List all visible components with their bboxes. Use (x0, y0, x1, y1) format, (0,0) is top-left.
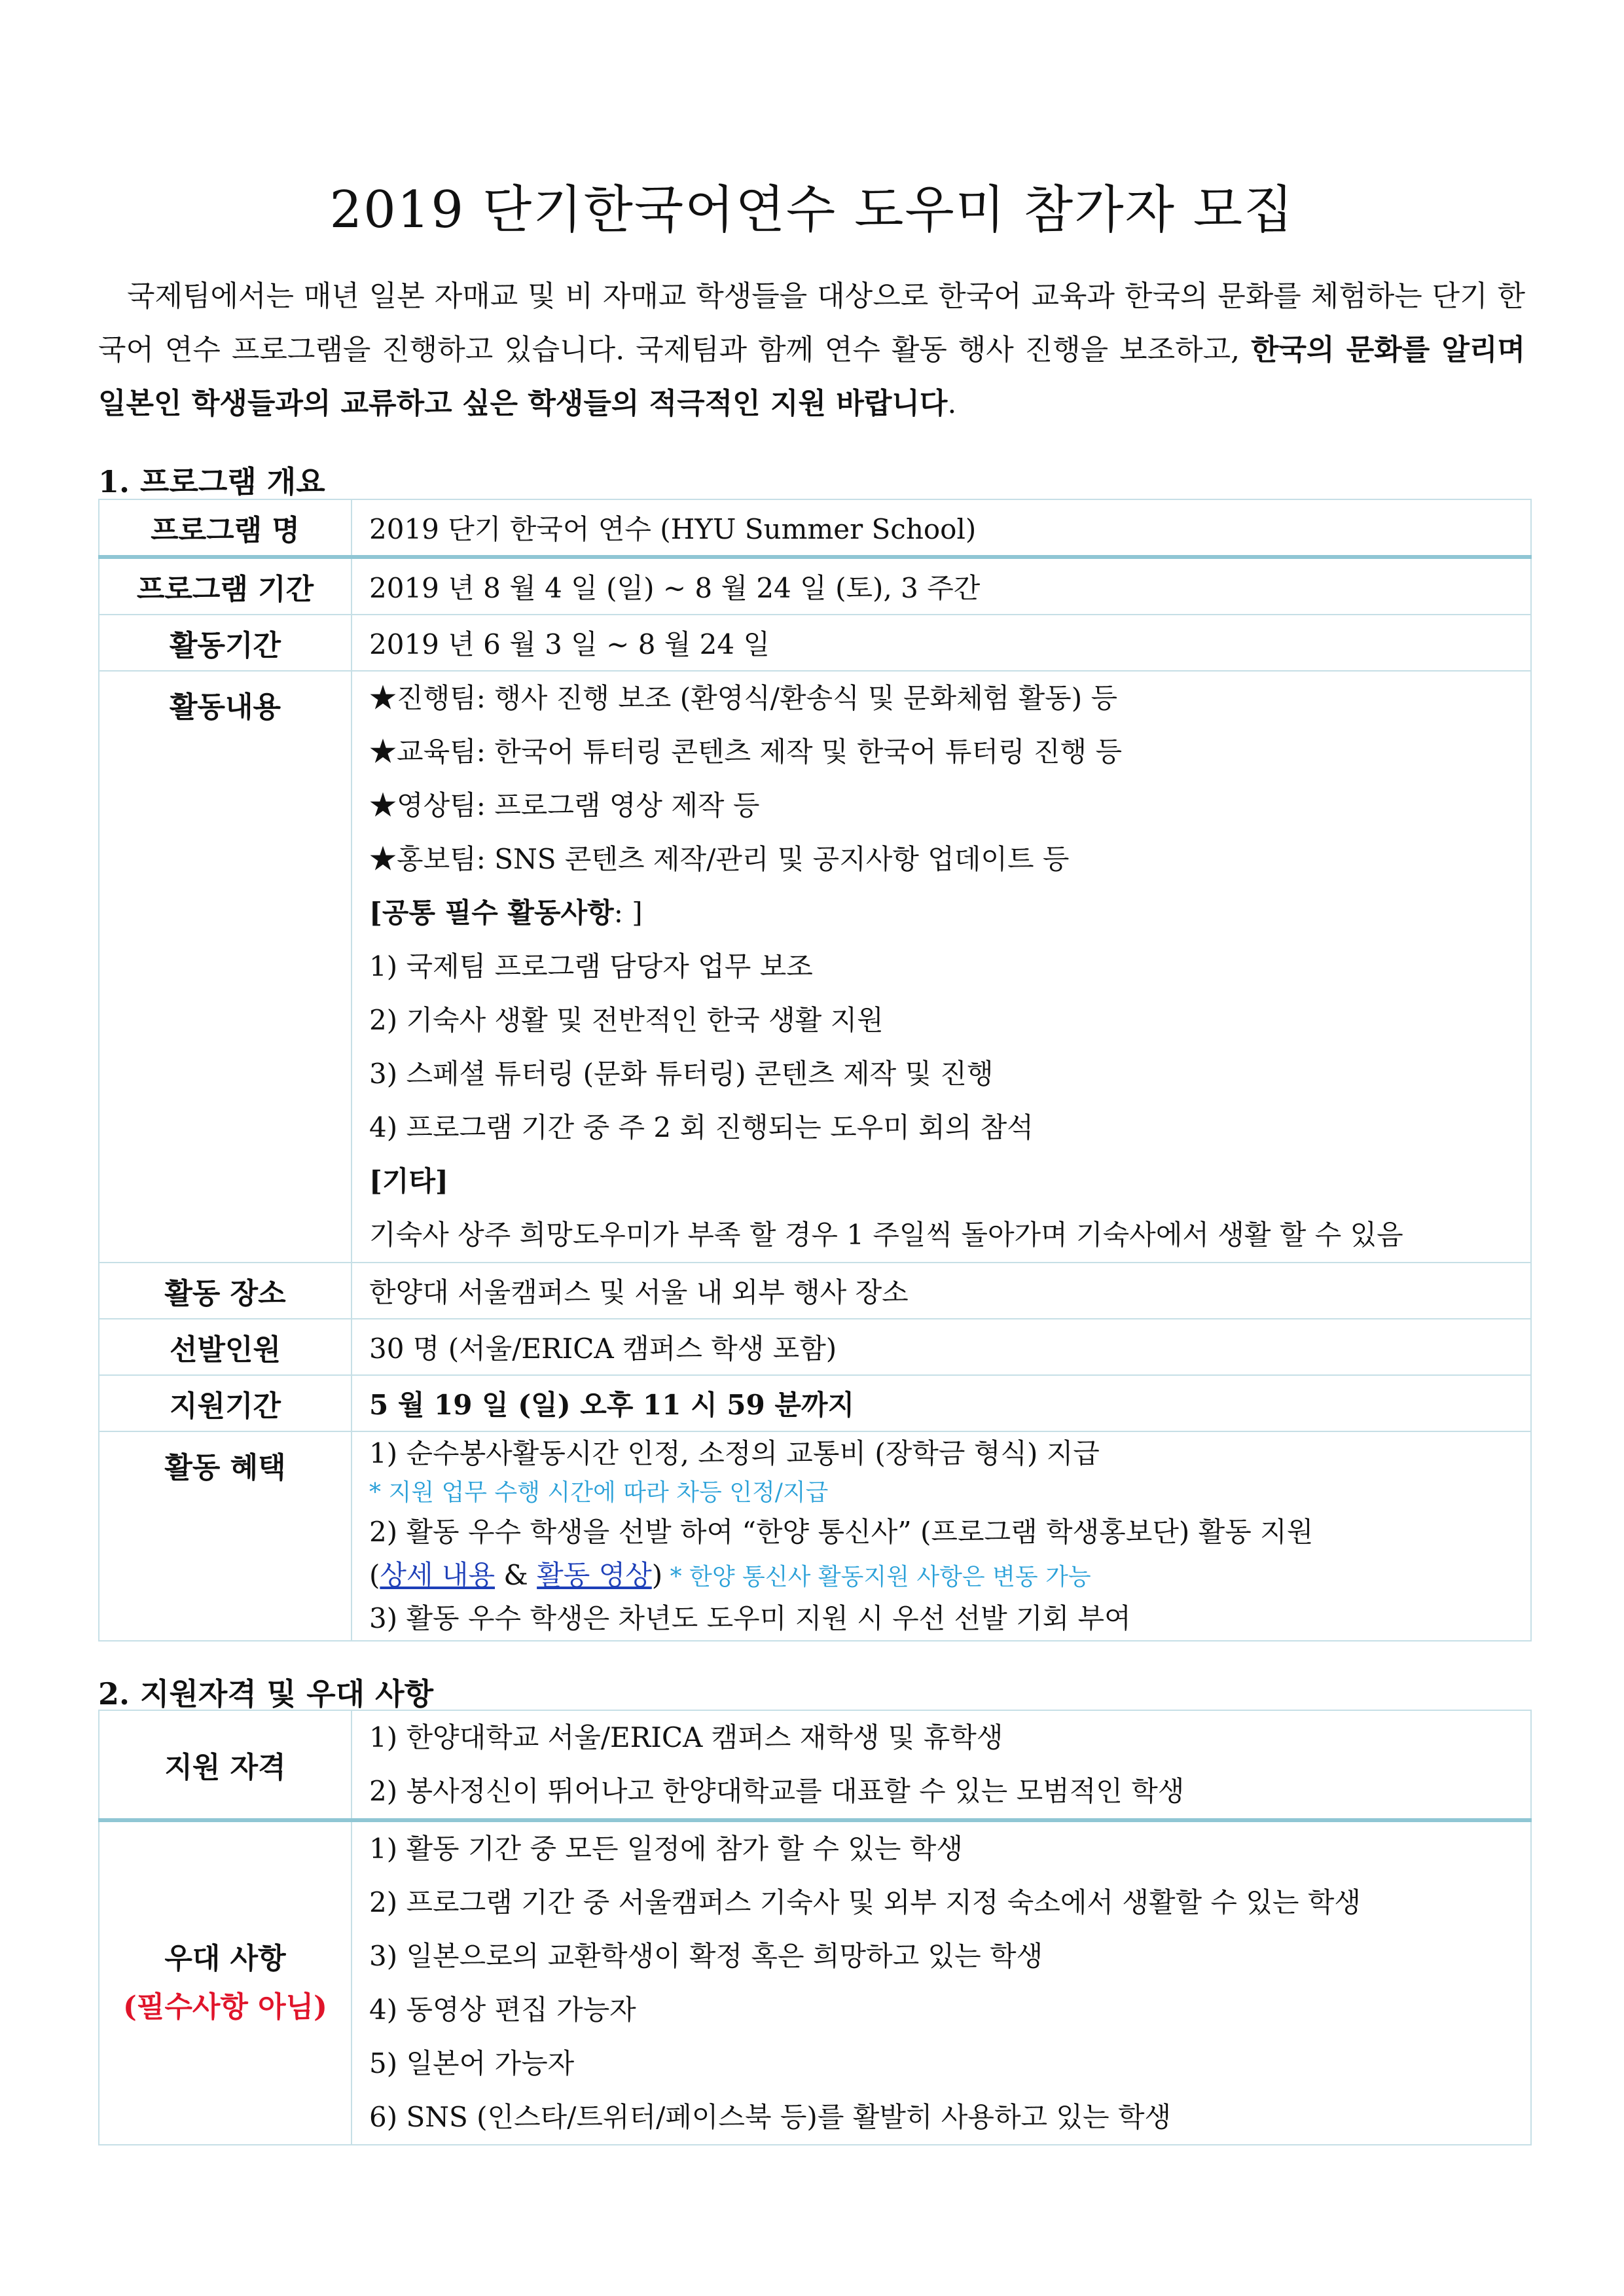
row-value-activity-period: 2019 년 6 월 3 일 ~ 8 월 24 일 (352, 615, 1531, 671)
row-label-activity-period: 활동기간 (99, 615, 352, 671)
preference-line: 2) 프로그램 기간 중 서울캠퍼스 기숙사 및 외부 지정 숙소에서 생활할 수 있는 학생 (369, 1886, 1361, 1918)
row-value-program-name: 2019 단기 한국어 연수 (HYU Summer School) (352, 499, 1531, 557)
preference-line: 6) SNS (인스타/트위터/페이스북 등)를 활발히 사용하고 있는 학생 (369, 2101, 1172, 2133)
table-row (99, 1319, 1531, 1375)
qualification-line: 1) 한양대학교 서울/ERICA 캠퍼스 재학생 및 휴학생 (369, 1721, 1003, 1753)
row-value-benefit (352, 1431, 1531, 1641)
section-heading-qualifications: 2. 지원자격 및 우대 사항 (98, 1676, 434, 1712)
row-value-qualification (352, 1710, 1531, 1820)
row-label-preference (99, 1820, 352, 2145)
common-line: 2) 기숙사 생활 및 전반적인 한국 생활 지원 (369, 1004, 884, 1036)
intro-emphasis: 한국의 문화를 알리며 일본인 학생들과의 교류하고 싶은 학생들의 적극적인 지원 바랍니다 (98, 333, 1526, 420)
common-line: 3) 스페셜 튜터링 (문화 튜터링) 콘텐츠 제작 및 진행 (369, 1058, 994, 1090)
etc-heading: [기타] (369, 1165, 448, 1197)
common-heading-text: [공통 필수 활동사항 (369, 897, 614, 929)
common-line: 4) 프로그램 기간 중 주 2 회 진행되는 도우미 회의 참석 (369, 1111, 1034, 1143)
benefit-line: 2) 활동 우수 학생을 선발 하여 “한양 통신사” (프로그램 학생홍보단) 활동 지원 (369, 1516, 1314, 1548)
details-link[interactable]: 상세 내용 (380, 1559, 496, 1591)
table-row (99, 671, 1531, 1263)
table-row (99, 557, 1531, 615)
content-line: ★영상팀: 프로그램 영상 제작 등 (369, 789, 760, 821)
row-value-deadline: 5 월 19 일 (일) 오후 11 시 59 분까지 (369, 1389, 855, 1421)
table-row (99, 615, 1531, 671)
preference-label: 우대 사항 (164, 1942, 286, 1975)
row-label-deadline: 지원기간 (99, 1375, 352, 1431)
ampersand: & (495, 1559, 537, 1591)
common-line: 1) 국제팀 프로그램 담당자 업무 보조 (369, 950, 813, 982)
row-label-qualification: 지원 자격 (99, 1710, 352, 1820)
row-label-place: 활동 장소 (99, 1263, 352, 1319)
table-row (99, 1820, 1531, 2145)
benefit-line: 1) 순수봉사활동시간 인정, 소정의 교통비 (장학금 형식) 지급 (369, 1437, 1100, 1469)
table-row (99, 1710, 1531, 1820)
benefit-line: 3) 활동 우수 학생은 차년도 도우미 지원 시 우선 선발 기회 부여 (369, 1602, 1131, 1634)
section-heading-overview: 1. 프로그램 개요 (98, 464, 325, 499)
table-row (99, 1263, 1531, 1319)
paren-close: ) (651, 1559, 663, 1591)
row-value-place: 한양대 서울캠퍼스 및 서울 내 외부 행사 장소 (352, 1263, 1531, 1319)
etc-line: 기숙사 상주 희망도우미가 부족 할 경우 1 주일씩 돌아가며 기숙사에서 생활 할 수 있음 (369, 1219, 1403, 1251)
preference-line: 1) 활동 기간 중 모든 일정에 참가 할 수 있는 학생 (369, 1833, 963, 1865)
row-value-activity-content (352, 671, 1531, 1263)
qualifications-table (98, 1710, 1532, 2145)
row-value-selection: 30 명 (서울/ERICA 캠퍼스 학생 포함) (352, 1319, 1531, 1375)
row-value-program-period: 2019 년 8 월 4 일 (일) ~ 8 월 24 일 (토), 3 주간 (352, 557, 1531, 615)
content-line: ★홍보팀: SNS 콘텐츠 제작/관리 및 공지사항 업데이트 등 (369, 843, 1070, 875)
benefit-note: * 한양 통신사 활동지원 사항은 변동 가능 (662, 1564, 1091, 1590)
intro-end: . (947, 387, 957, 420)
benefit-note: * 지원 업무 수행 시간에 따라 차등 인정/지급 (369, 1479, 829, 1506)
row-label-selection: 선발인원 (99, 1319, 352, 1375)
preference-line: 5) 일본어 가능자 (369, 2047, 575, 2079)
document-title: 2019 단기한국어연수 도우미 참가자 모집 (329, 181, 1295, 240)
row-label-program-period: 프로그램 기간 (99, 557, 352, 615)
common-heading (369, 886, 1530, 940)
common-heading-tail: : ] (613, 897, 643, 929)
content-line: ★교육팀: 한국어 튜터링 콘텐츠 제작 및 한국어 튜터링 진행 등 (369, 736, 1123, 768)
qualification-line: 2) 봉사정신이 뛰어나고 한양대학교를 대표할 수 있는 모범적인 학생 (369, 1775, 1185, 1807)
preference-line: 4) 동영상 편집 가능자 (369, 1994, 636, 2026)
paren-open: ( (369, 1559, 380, 1591)
table-row (99, 499, 1531, 557)
activity-video-link[interactable]: 활동 영상 (537, 1559, 652, 1591)
row-value-preference (352, 1820, 1531, 2145)
program-overview-table (98, 499, 1532, 1641)
row-label-program-name: 프로그램 명 (99, 499, 352, 557)
preference-line: 3) 일본으로의 교환학생이 확정 혹은 희망하고 있는 학생 (369, 1940, 1043, 1972)
row-label-benefit: 활동 혜택 (99, 1431, 352, 1641)
preference-sublabel: (필수사항 아님) (123, 1990, 327, 2024)
table-row (99, 1375, 1531, 1431)
table-row (99, 1431, 1531, 1641)
intro-paragraph (98, 270, 1525, 431)
row-label-activity-content: 활동내용 (99, 671, 352, 1263)
intro-text: 국제팀에서는 매년 일본 자매교 및 비 자매교 학생들을 대상으로 한국어 교육과 한국의 문화를 체험하는 단기 한국어 연수 프로그램을 진행하고 있습니다. 국제팀과 함께 연수 활동 행사 진행을 보조하고, (98, 279, 1525, 367)
benefit-links-line (369, 1554, 1530, 1597)
content-line: ★진행팀: 행사 진행 보조 (환영식/환송식 및 문화체험 활동) 등 (369, 682, 1118, 714)
